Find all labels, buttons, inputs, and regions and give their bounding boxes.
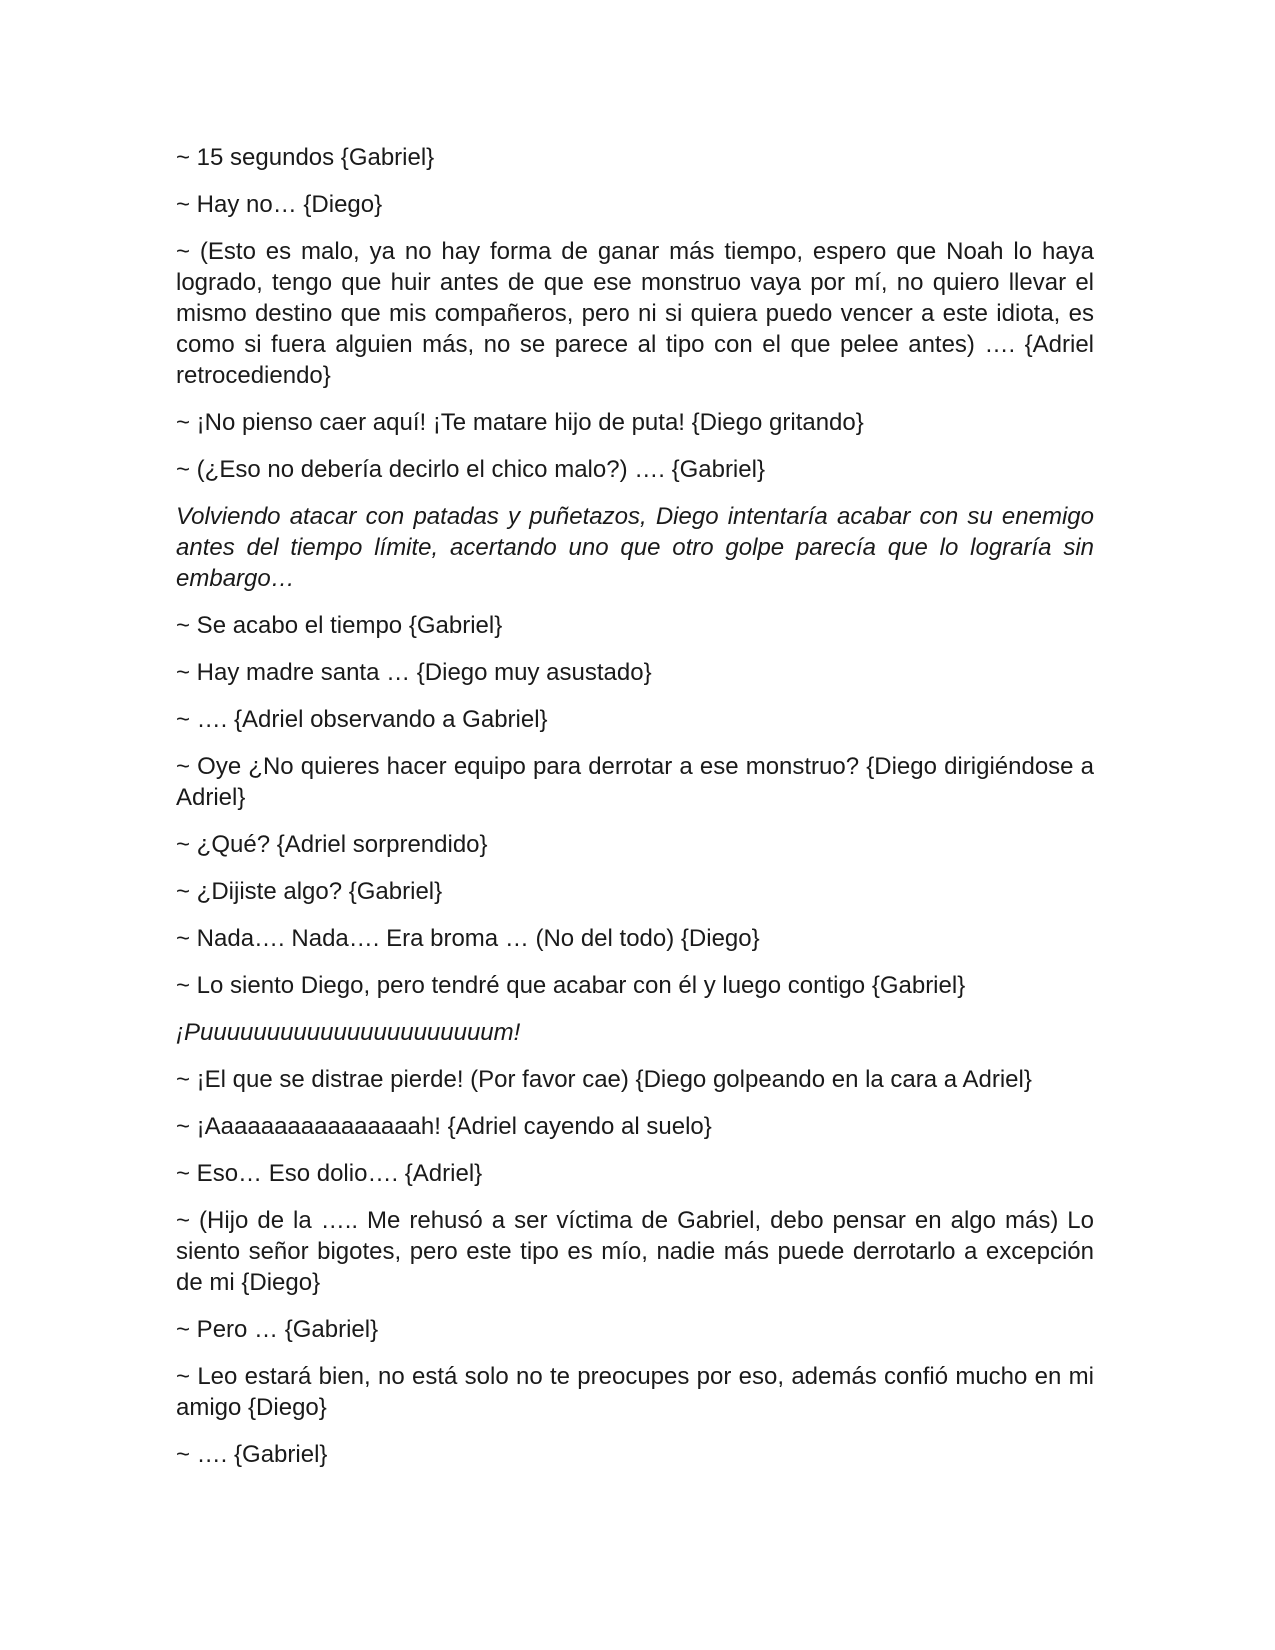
dialogue-line: ~ Se acabo el tiempo {Gabriel} (176, 612, 503, 639)
dialogue-line: ~ Eso… Eso dolio…. {Adriel} (176, 1160, 483, 1187)
dialogue-line: ~ Hay no… {Diego} (176, 191, 383, 218)
document-page (176, 142, 1094, 1486)
narration-paragraph: Volviendo atacar con patadas y puñetazos, Diego intentaría acabar con su enemigo antes del tiempo límite, acertando uno que otro golpe parecía que lo lograría sin embargo… (176, 503, 1094, 592)
dialogue-line: ~ Nada…. Nada…. Era broma … (No del todo) {Diego} (176, 925, 760, 952)
dialogue-line: ~ (¿Eso no debería decirlo el chico malo?) …. {Gabriel} (176, 456, 765, 483)
dialogue-line: ~ Oye ¿No quieres hacer equipo para derrotar a ese monstruo? {Diego dirigiéndose a Adriel} (176, 753, 1094, 811)
dialogue-line: ~ …. {Gabriel} (176, 1441, 328, 1468)
dialogue-line: ~ Lo siento Diego, pero tendré que acabar con él y luego contigo {Gabriel} (176, 972, 966, 999)
dialogue-line: ~ (Esto es malo, ya no hay forma de ganar más tiempo, espero que Noah lo haya logrado, tengo que huir antes de que ese monstruo vaya por mí, no quiero llevar el mismo destino que mis compañeros, pero ni si quiera puedo vencer a este idiota, es como si fuera alguien más, no se parece al tipo con el que pelee antes) …. {Adriel retrocediendo} (176, 238, 1094, 389)
dialogue-line: ~ ¡Aaaaaaaaaaaaaaaah! {Adriel cayendo al suelo} (176, 1113, 712, 1140)
dialogue-line: ~ 15 segundos {Gabriel} (176, 144, 435, 171)
dialogue-line: ~ ¡No pienso caer aquí! ¡Te matare hijo de puta! {Diego gritando} (176, 409, 864, 436)
dialogue-line: ~ ¿Qué? {Adriel sorprendido} (176, 831, 488, 858)
dialogue-line: ~ Pero … {Gabriel} (176, 1316, 379, 1343)
dialogue-line: ~ ¿Dijiste algo? {Gabriel} (176, 878, 443, 905)
dialogue-line: ~ …. {Adriel observando a Gabriel} (176, 706, 548, 733)
dialogue-line: ~ (Hijo de la ….. Me rehusó a ser víctima de Gabriel, debo pensar en algo más) Lo siento señor bigotes, pero este tipo es mío, nadie más puede derrotarlo a excepción de mi {Diego} (176, 1207, 1094, 1296)
dialogue-line: ~ Leo estará bien, no está solo no te preocupes por eso, además confió mucho en mi amigo {Diego} (176, 1363, 1094, 1421)
dialogue-line: ~ ¡El que se distrae pierde! (Por favor cae) {Diego golpeando en la cara a Adriel} (176, 1066, 1032, 1093)
sound-effect-line: ¡Puuuuuuuuuuuuuuuuuuuuuum! (176, 1019, 521, 1046)
dialogue-line: ~ Hay madre santa … {Diego muy asustado} (176, 659, 652, 686)
